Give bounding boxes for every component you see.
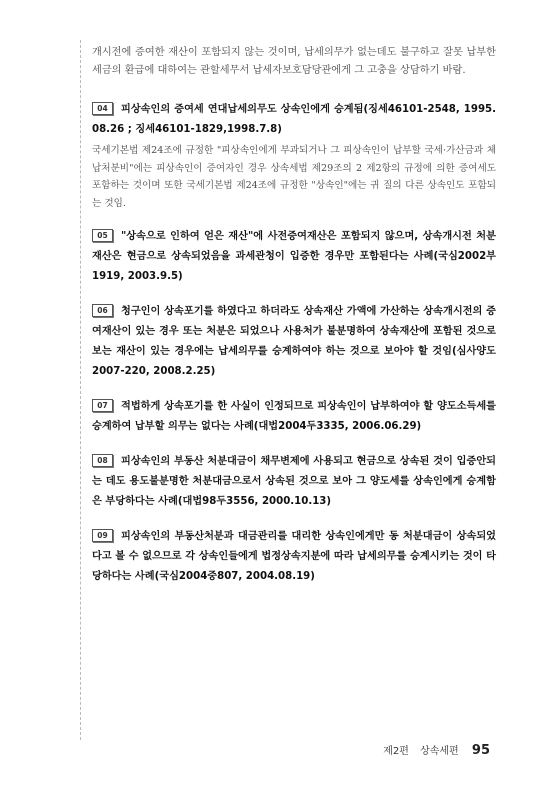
case-item-09 [92,527,496,587]
case-heading [92,227,496,287]
intro-paragraph: 개시전에 증여한 재산이 포함되지 않는 것이며, 납세의무가 없는데도 불구하고 잘못 납부한 세금의 환급에 대하여는 관할세무서 납세자보호담당관에게 그 고충을 상담하기 바람. [92,47,496,76]
case-body: 국세기본법 제24조에 규정한 "피상속인에게 부과되거나 그 피상속인이 납부할 국세·가산금과 체납처분비"에는 피상속인이 증여자인 경우 상속세법 제29조의 2 제2항의 규정에 의한 증여세도 포함하는 것이며 또한 국세기본법 제24조에 규정한 "상속인"에는 귀 질의 다른 상속인도 포함되는 것임. [92,145,496,209]
case-item-04 [92,100,496,212]
case-number-badge: 07 [92,399,113,412]
case-heading-text: 피상속인의 부동산 처분대금이 채무변제에 사용되고 현금으로 상속된 것이 입증안되는 데도 용도불분명한 처분대금으로서 상속된 것으로 보아 그 양도세를 상속인에게 승계함은 부당하다는 사례(대법98두3556, 2000.10.13) [92,456,496,507]
case-heading-text: 적법하게 상속포기를 한 사실이 인정되므로 피상속인이 납부하여야 할 양도소득세를 승계하여 납부할 의무는 없다는 사례(대법2004두3335, 2006.06.29) [92,401,496,432]
case-number-badge: 06 [92,304,113,317]
case-item-05 [92,227,496,287]
footer-section: 상속세편 [420,746,459,757]
case-heading [92,397,496,437]
case-heading [92,100,496,140]
page-content [92,44,496,602]
case-heading [92,452,496,512]
case-heading [92,527,496,587]
margin-dashed-rule [80,40,81,740]
case-heading [92,302,496,382]
page-footer [383,742,490,758]
case-number-badge: 05 [92,229,113,242]
case-heading-text: 피상속인의 증여세 연대납세의무도 상속인에게 승계됨(징세46101-2548, 1995. 08.26 ; 징세46101-1829,1998.7.8) [92,104,496,135]
case-heading-text: 청구인이 상속포기를 하였다고 하더라도 상속재산 가액에 가산하는 상속개시전의 증여재산이 있는 경우 또는 처분은 되었으나 사용처가 불분명하여 상속재산에 포함된 것으로 보는 재산이 있는 경우에는 납세의무를 승계하여야 하는 것으로 보아야 할 것임(심사양도2007-220, 2008.2.25) [92,306,496,377]
case-item-06 [92,302,496,382]
case-number-badge: 04 [92,102,113,115]
case-number-badge: 09 [92,529,113,542]
case-item-08 [92,452,496,512]
footer-chapter: 제2편 [383,746,409,757]
case-number-badge: 08 [92,454,113,467]
case-heading-text: 피상속인의 부동산처분과 대금관리를 대리한 상속인에게만 동 처분대금이 상속되었다고 볼 수 없으므로 각 상속인들에게 법정상속지분에 따라 납세의무를 승계시키는 것이 타당하다는 사례(국심2004중807, 2004.08.19) [92,531,496,582]
page-number: 95 [471,743,490,758]
case-heading-text: "상속으로 인하여 얻은 재산"에 사전증여재산은 포함되지 않으며, 상속개시전 처분재산은 현금으로 상속되었음을 과세관청이 입증한 경우만 포함된다는 사례(국심2002부1919, 2003.9.5) [92,231,496,282]
case-item-07 [92,397,496,437]
